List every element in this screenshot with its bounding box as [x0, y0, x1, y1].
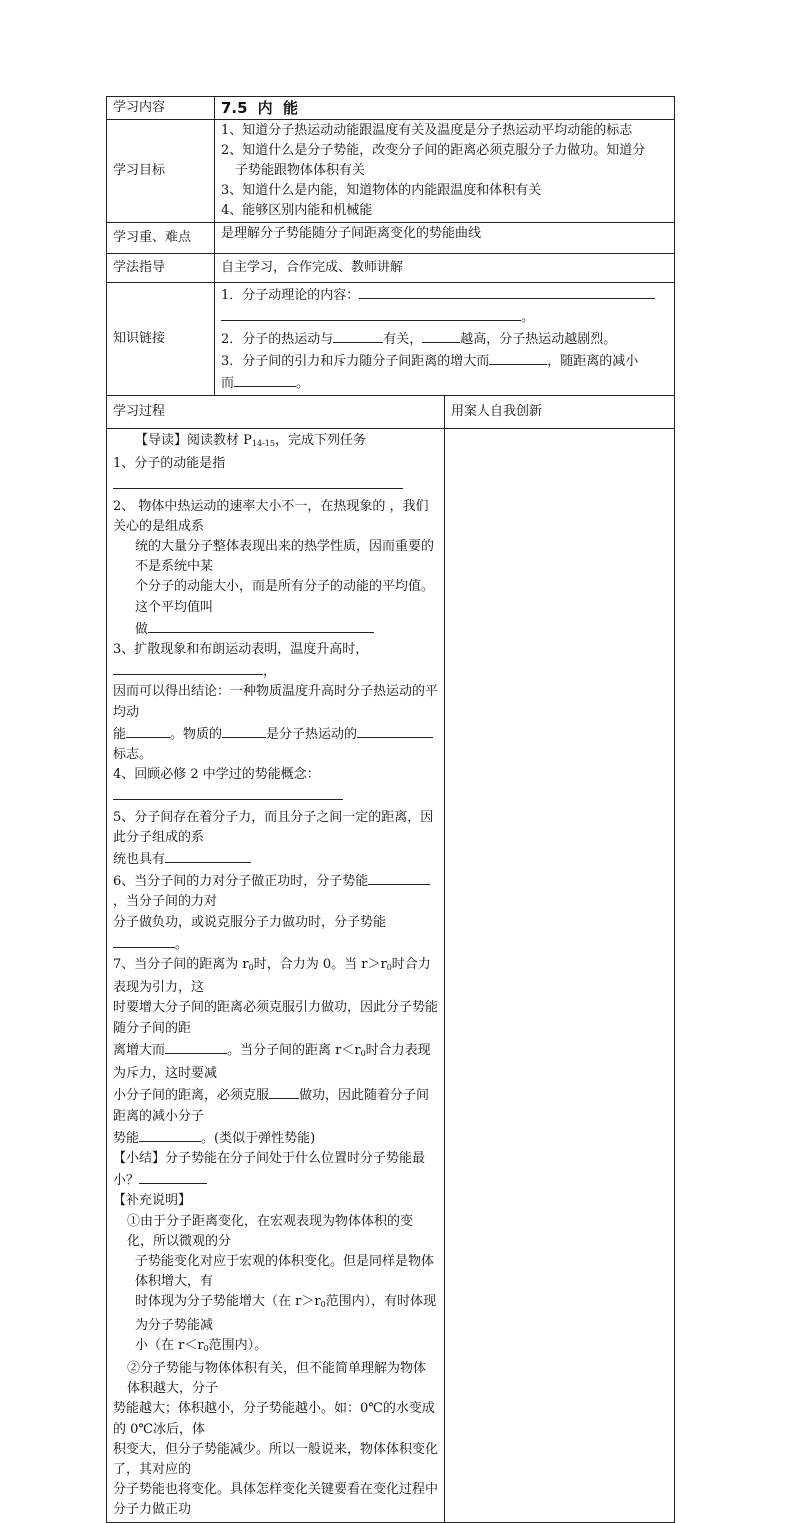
task-text: 小分子间的距离，必须克服	[113, 1088, 270, 1104]
task-text: 。(类似于弹性势能)	[201, 1130, 316, 1146]
task-text: 。	[175, 936, 189, 952]
task-text: 3、扩散现象和布朗运动表明，温度升高时，	[113, 642, 369, 658]
guide-pages: 14-15	[251, 439, 275, 448]
subscript: 0	[203, 1343, 209, 1353]
blank-line[interactable]	[489, 350, 547, 365]
key-text: 是理解分子势能随分子间距离变化的势能曲线	[215, 223, 675, 254]
supplement-text: 时体现为分子势能增大（在 r＞r	[135, 1294, 321, 1310]
task-text: 统的大量分子整体表现出来的热学性质，因而重要的不是系统中某	[135, 539, 435, 575]
supplement-heading: 【补充说明】	[113, 1193, 192, 1209]
task-text: 2、 物体中热运动的速率大小不一，在热现象的 ，我们关心的是组成系	[113, 498, 429, 534]
side-notes-cell[interactable]	[445, 429, 675, 1523]
task-text: 是分子热运动的	[266, 726, 358, 742]
task-text: 做	[135, 621, 149, 637]
lesson-title	[215, 97, 675, 120]
task-text: 因而可以得出结论：一种物质温度升高时分子热运动的平均动	[113, 684, 439, 720]
task-text: 离增大而	[113, 1042, 166, 1058]
guide-text: ，完成下列任务	[274, 433, 366, 448]
supplement-text: 势能越大；体积越小，分子势能越小。如：0℃的水变成的 0℃冰后，体	[113, 1401, 435, 1437]
link-text: 。	[296, 376, 310, 391]
lesson-number: 7.5	[221, 99, 248, 117]
supplement-text: ②分子势能与物体体积有关，但不能简单理解为物体体积越大，分子	[127, 1360, 427, 1397]
task-text: 7、当分子间的距离为 r	[113, 957, 249, 973]
task-text: 6、当分子间的力对分子做正功时，分子势能	[113, 874, 369, 890]
goal-item: 2、知道什么是分子势能，改变分子间的距离必须克服分子力做功。知道分	[221, 143, 646, 158]
lesson-title-text: 内 能	[257, 99, 299, 117]
supplement-text: 小（在 r＜r	[135, 1337, 204, 1353]
subscript: 0	[360, 1048, 366, 1058]
blank-line[interactable]	[139, 1127, 201, 1142]
task-text: 个分子的动能大小，而是所有分子的动能的平均值。这个平均值叫	[135, 579, 435, 615]
process-content	[107, 429, 445, 1523]
link-text: 2．分子的热运动与	[221, 332, 334, 347]
supplement-text: 子势能变化对应于宏观的体积变化。但是同样是物体体积增大，有	[135, 1253, 435, 1290]
process-header-row	[107, 396, 675, 429]
task-text: 统也具有	[113, 852, 166, 868]
task-text: 5、分子间存在着分子力，而且分子之间一定的距离，因此分子组成的系	[113, 809, 434, 845]
content-row	[107, 97, 675, 120]
blank-line[interactable]	[357, 723, 433, 738]
goal-item: 子势能跟物体体积有关	[235, 163, 366, 178]
key-label: 学习重、难点	[107, 223, 215, 254]
task-text: 。当分子间的距离 r＜r	[227, 1042, 361, 1058]
task-text: 时合力表现为引力，这	[113, 957, 431, 996]
blank-line[interactable]	[234, 372, 296, 387]
supplement-text: 范围内），有时体现为分子势能减	[135, 1294, 437, 1333]
blank-line[interactable]	[113, 660, 263, 675]
task-text: 做功，因此随着分子间距离的减小分子	[113, 1088, 430, 1124]
task-text: 标志。	[113, 747, 153, 763]
lesson-plan-table	[106, 96, 675, 1523]
blank-line[interactable]	[333, 328, 383, 343]
blank-line[interactable]	[126, 723, 170, 738]
link-text: 越高，分子热运动越剧烈。	[460, 332, 617, 347]
blank-line[interactable]	[269, 1084, 299, 1099]
task-text: 1、分子的动能是指	[113, 456, 226, 472]
summary-text: 【小结】分子势能在分子间处于什么位置时分子势能最小？	[113, 1150, 426, 1189]
goals-list	[215, 120, 675, 223]
task-text: 能	[113, 726, 127, 742]
blank-line[interactable]	[368, 870, 430, 885]
blank-line[interactable]	[148, 618, 374, 633]
link-label: 知识链接	[107, 283, 215, 396]
blank-line[interactable]	[422, 328, 460, 343]
guide-text: 【导读】阅读教材 P	[135, 433, 252, 448]
side-label: 用案人自我创新	[445, 396, 675, 429]
link-row	[107, 283, 675, 396]
subscript: 0	[320, 1300, 326, 1310]
link-text: 1．分子动理论的内容：	[221, 288, 360, 303]
task-text: 时，合力为 0。当 r＞r	[253, 957, 387, 973]
subscript: 0	[248, 963, 254, 973]
task-text: 时合力表现为斥力，这时要减	[113, 1042, 431, 1082]
link-text: ，随距离的减小	[547, 354, 639, 369]
blank-line[interactable]	[165, 848, 251, 863]
blank-line[interactable]	[222, 723, 266, 738]
task-text: 时要增大分子间的距离必须克服引力做功，因此分子势能随分子间的距	[113, 1000, 439, 1036]
task-text: 势能	[113, 1130, 140, 1146]
goal-item: 1、知道分子热运动动能跟温度有关及温度是分子热运动平均动能的标志	[221, 123, 633, 138]
method-row	[107, 254, 675, 283]
goals-label: 学习目标	[107, 120, 215, 223]
link-text: 。	[521, 310, 535, 325]
process-label: 学习过程	[107, 396, 445, 429]
goal-item: 4、能够区别内能和机械能	[221, 203, 373, 218]
supplement-text: ①由于分子距离变化，在宏观表现为物体体积的变化，所以微观的分	[127, 1213, 414, 1249]
task-text: 分子做负功，或说克服分子力做功时，分子势能	[113, 914, 387, 930]
method-label: 学法指导	[107, 254, 215, 283]
process-body-row	[107, 429, 675, 1523]
blank-line[interactable]	[221, 306, 521, 321]
task-text: 。物质的	[170, 726, 223, 742]
blank-line[interactable]	[139, 1169, 207, 1184]
link-text: 有关，	[383, 332, 423, 347]
blank-line[interactable]	[113, 474, 403, 489]
task-text: ，	[263, 664, 277, 680]
method-text: 自主学习，合作完成、教师讲解	[215, 254, 675, 283]
blank-line[interactable]	[113, 933, 175, 948]
supplement-text: 分子势能也将变化。具体怎样变化关键要看在变化过程中分子力做正功	[113, 1482, 439, 1518]
task-text: ，当分子间的力对	[113, 894, 218, 910]
task-text: 4、回顾必修 2 中学过的势能概念：	[113, 767, 320, 783]
subscript: 0	[386, 963, 392, 973]
goal-item: 3、知道什么是内能，知道物体的内能跟温度和体积有关	[221, 183, 542, 198]
link-text: 而	[221, 376, 235, 391]
supplement-text: 积变大，但分子势能减少。所以一般说来，物体体积变化了，其对应的	[113, 1441, 439, 1477]
goals-row	[107, 120, 675, 223]
key-row	[107, 223, 675, 254]
link-content	[215, 283, 675, 396]
content-label: 学习内容	[107, 97, 215, 120]
blank-line[interactable]	[165, 1039, 227, 1054]
blank-line[interactable]	[113, 785, 343, 800]
link-text: 3．分子间的引力和斥力随分子间距离的增大而	[221, 354, 490, 369]
supplement-text: 范围内）。	[208, 1337, 268, 1353]
blank-line[interactable]	[359, 284, 655, 299]
